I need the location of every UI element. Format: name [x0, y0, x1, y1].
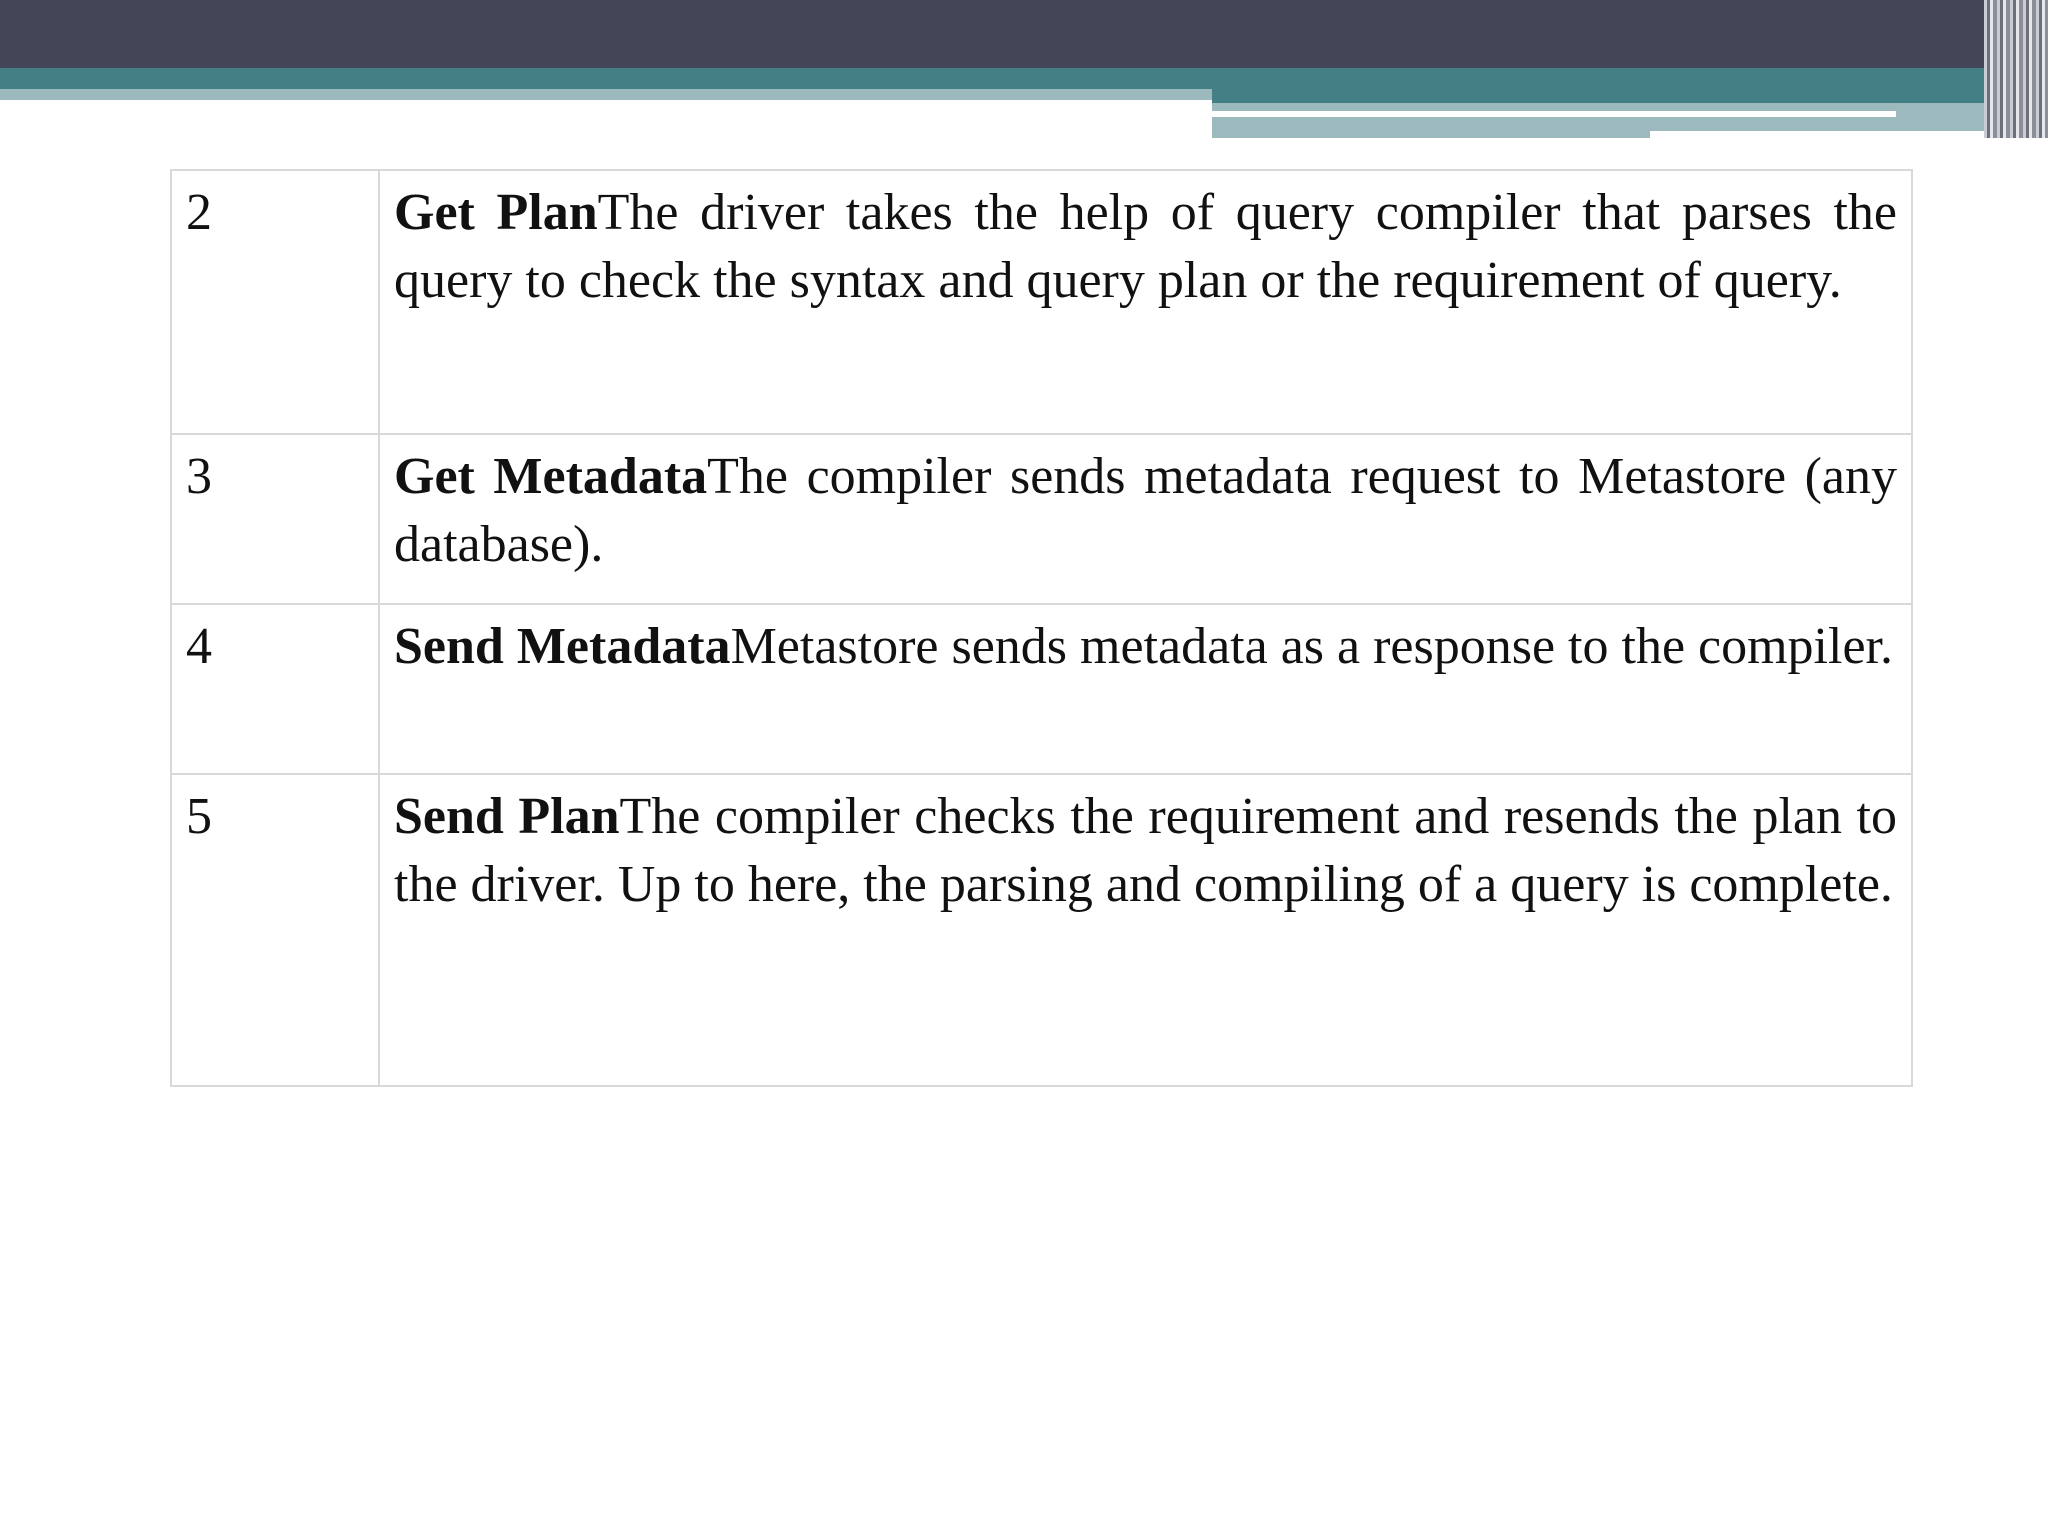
- header-teal-band-right: [1212, 89, 1995, 103]
- header-teal-band: [0, 68, 1995, 89]
- table-row: [171, 774, 1912, 1086]
- header-corner-stripes: [1984, 0, 2048, 138]
- steps-table: [170, 169, 1913, 1087]
- table-row: [171, 170, 1912, 434]
- step-description: [379, 774, 1912, 1086]
- step-description: [379, 604, 1912, 774]
- step-text: The compiler checks the requirement and resends the plan to the driver. Up to here, the parsing and compiling of a query is complete.: [394, 788, 1897, 913]
- header-light-band-left: [0, 89, 1212, 100]
- step-number: 3: [171, 434, 379, 604]
- step-title: Send Plan: [394, 788, 620, 845]
- step-title: Send Metadata: [394, 618, 731, 675]
- step-text: Metastore sends metadata as a response to the compiler.: [730, 618, 1893, 675]
- step-title: Get Plan: [394, 184, 598, 241]
- step-title: Get Metadata: [394, 448, 708, 505]
- header-white-line-short: [1650, 131, 1995, 138]
- slide-header-bar: [0, 0, 2048, 68]
- header-white-line: [1212, 111, 1896, 117]
- step-number: 5: [171, 774, 379, 1086]
- table-row: [171, 604, 1912, 774]
- step-number: 2: [171, 170, 379, 434]
- step-description: [379, 170, 1912, 434]
- step-text: The driver takes the help of query compiler that parses the query to check the syntax and query plan or the requirement of query.: [394, 184, 1897, 309]
- table-row: [171, 434, 1912, 604]
- step-number: 4: [171, 604, 379, 774]
- step-description: [379, 434, 1912, 604]
- step-text: The compiler sends metadata request to Metastore (any database).: [394, 448, 1897, 573]
